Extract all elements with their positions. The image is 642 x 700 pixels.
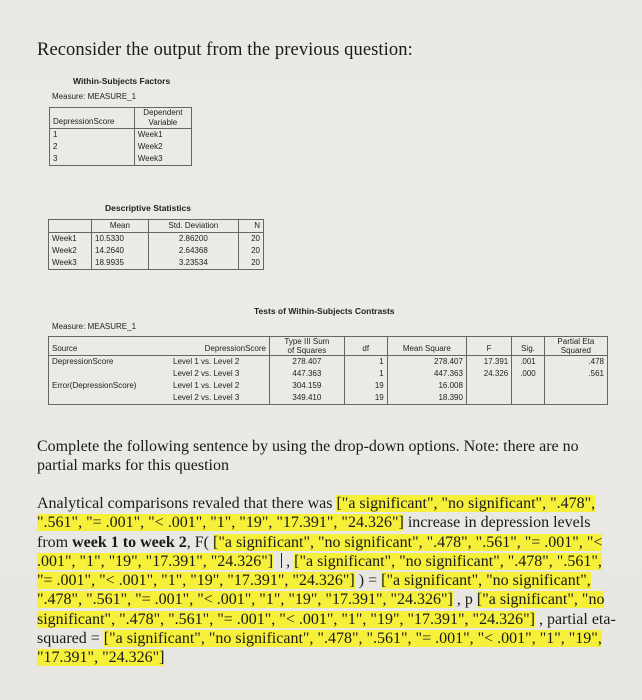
contrast-ss: 349.410 <box>270 392 345 405</box>
contrast-level: Level 1 vs. Level 2 <box>159 356 270 369</box>
eta-header-line2: Squared <box>560 346 591 355</box>
table-row <box>49 392 608 405</box>
contrast-ms: 447.363 <box>387 368 466 380</box>
contrast-df: 19 <box>344 392 387 405</box>
measure-label: Measure: <box>52 92 86 101</box>
descriptives-sd: 3.23534 <box>148 257 238 270</box>
contrast-eta <box>544 392 607 405</box>
table-row <box>49 233 264 246</box>
factors-title: Within-Subjects Factors <box>73 76 171 86</box>
factors-col2-header-b: Variable <box>134 118 191 129</box>
table-row <box>50 141 192 153</box>
answer-text: ) = <box>354 572 382 590</box>
contrast-f: 24.326 <box>466 368 511 380</box>
contrast-eta: .478 <box>544 356 607 369</box>
contrast-level: Level 1 vs. Level 2 <box>173 381 240 390</box>
factors-measure <box>52 92 136 101</box>
contrast-source: Error(DepressionScore) <box>49 380 160 392</box>
descriptives-row-name: Week1 <box>49 233 92 246</box>
contrast-f <box>466 392 511 405</box>
contrast-eta: .561 <box>544 368 607 380</box>
descriptives-n: 20 <box>238 245 263 257</box>
contrast-df: 1 <box>344 356 387 369</box>
contrast-level: Level 2 vs. Level 3 <box>159 392 270 405</box>
contrast-source <box>49 368 160 380</box>
factors-variable: Week3 <box>134 153 191 166</box>
descriptives-title: Descriptive Statistics <box>105 203 191 213</box>
contrast-eta <box>544 380 607 392</box>
contrast-df: 1 <box>344 368 387 380</box>
measure-value: MEASURE_1 <box>87 92 137 101</box>
descriptives-corner <box>49 220 92 233</box>
descriptives-mean: 18.9935 <box>92 257 149 270</box>
table-row <box>49 356 608 369</box>
contrasts-header-sig: Sig. <box>512 337 545 356</box>
contrast-source: DepressionScore <box>49 356 160 369</box>
contrasts-measure: Measure: MEASURE_1 <box>52 322 137 331</box>
answer-sentence <box>37 494 617 668</box>
contrast-ms: 18.390 <box>387 392 466 405</box>
dropdown-1[interactable]: ["a significant", "no significant", ".478", ".561", "= .001", "< .001", "1", "19", "17.391", "24.326"] <box>37 495 596 532</box>
contrast-ss: 447.363 <box>270 368 345 380</box>
dropdown-6[interactable]: ["a significant", "no significant", ".478", ".561", "= .001", "< .001", "1", "19", "17.391", "24.326"] <box>37 630 602 667</box>
descriptives-header-sd: Std. Deviation <box>148 220 238 233</box>
contrasts-header-dep: DepressionScore <box>159 337 270 356</box>
contrasts-table <box>48 336 608 405</box>
contrast-sig <box>512 392 545 405</box>
dropdown-4[interactable]: ["a significant", "no significant", ".478", ".561", "= .001", "< .001", "1", "19", "17.391", "24.326"] <box>37 572 591 609</box>
contrasts-header-df: df <box>344 337 387 356</box>
descriptives-sd: 2.64368 <box>148 245 238 257</box>
descriptives-sd: 2.86200 <box>148 233 238 246</box>
contrasts-header-eta <box>544 337 607 356</box>
dropdown-3[interactable]: ["a significant", "no significant", ".478", ".561", "= .001", "< .001", "1", "19", "17.391", "24.326"] <box>37 552 602 590</box>
factors-variable: Week1 <box>134 129 191 142</box>
table-row <box>49 245 264 257</box>
descriptives-table <box>48 219 264 270</box>
ss-header-line1: Type III Sum <box>284 337 330 346</box>
contrast-ms: 16.008 <box>387 380 466 392</box>
contrasts-header-ss <box>270 337 345 356</box>
contrast-sig <box>512 380 545 392</box>
descriptives-mean: 10.5330 <box>92 233 149 246</box>
descriptives-n: 20 <box>238 257 263 270</box>
answer-text: , p <box>452 591 477 609</box>
table-row <box>49 368 608 380</box>
contrast-ss: 304.159 <box>270 380 345 392</box>
answer-text: , F( <box>186 533 213 551</box>
answer-text: , <box>282 552 295 570</box>
question-instructions: Complete the following sentence by using the drop-down options. Note: there are no partial marks for this question <box>37 438 579 474</box>
contrast-sig: .000 <box>512 368 545 380</box>
contrasts-header-f: F <box>466 337 511 356</box>
descriptives-header-mean: Mean <box>92 220 149 233</box>
answer-bold-text: week 1 to week 2 <box>72 533 187 551</box>
answer-text: Analytical comparisons revaled that there was <box>37 495 337 512</box>
factors-level: 2 <box>50 141 135 153</box>
table-row <box>49 380 608 392</box>
contrasts-header-source: Source <box>49 337 160 356</box>
contrast-f <box>466 380 511 392</box>
descriptives-mean: 14.2640 <box>92 245 149 257</box>
descriptives-row-name: Week3 <box>49 257 92 270</box>
contrast-ms: 278.407 <box>387 356 466 369</box>
contrast-level: Level 2 vs. Level 3 <box>173 369 240 378</box>
eta-header-line1: Partial Eta <box>557 337 595 346</box>
descriptives-row-name: Week2 <box>49 245 92 257</box>
factors-col2-header-a: Dependent <box>134 108 191 119</box>
dropdown-2[interactable]: ["a significant", "no significant", ".478", ".561", "= .001", "< .001", "1", "19", "17.391", "24.326"] <box>37 533 603 570</box>
ss-header-line2: of Squares <box>287 346 327 355</box>
descriptives-n: 20 <box>238 233 263 246</box>
contrasts-header-ms: Mean Square <box>387 337 466 356</box>
answer-text: increase in depression levels from <box>37 514 591 551</box>
factors-col1-header: DepressionScore <box>50 108 135 129</box>
contrast-source <box>49 392 160 405</box>
contrast-sig: .001 <box>512 356 545 369</box>
contrast-ss: 278.407 <box>270 356 345 369</box>
factors-level: 1 <box>50 129 135 142</box>
table-row <box>50 153 192 166</box>
table-row <box>49 257 264 270</box>
factors-table <box>49 107 192 166</box>
contrasts-title: Tests of Within-Subjects Contrasts <box>254 306 395 316</box>
page-heading: Reconsider the output from the previous question: <box>37 40 413 60</box>
contrast-df: 19 <box>344 380 387 392</box>
descriptives-header-n: N <box>238 220 263 233</box>
contrast-f: 17.391 <box>466 356 511 369</box>
dropdown-5[interactable]: ["a significant", "no significant", ".478", ".561", "= .001", "< .001", "1", "19", "17.391", "24.326"] <box>37 591 605 628</box>
table-row <box>50 129 192 142</box>
answer-text: , partial eta-squared = <box>37 610 616 648</box>
factors-level: 3 <box>50 153 135 166</box>
factors-variable: Week2 <box>134 141 191 153</box>
